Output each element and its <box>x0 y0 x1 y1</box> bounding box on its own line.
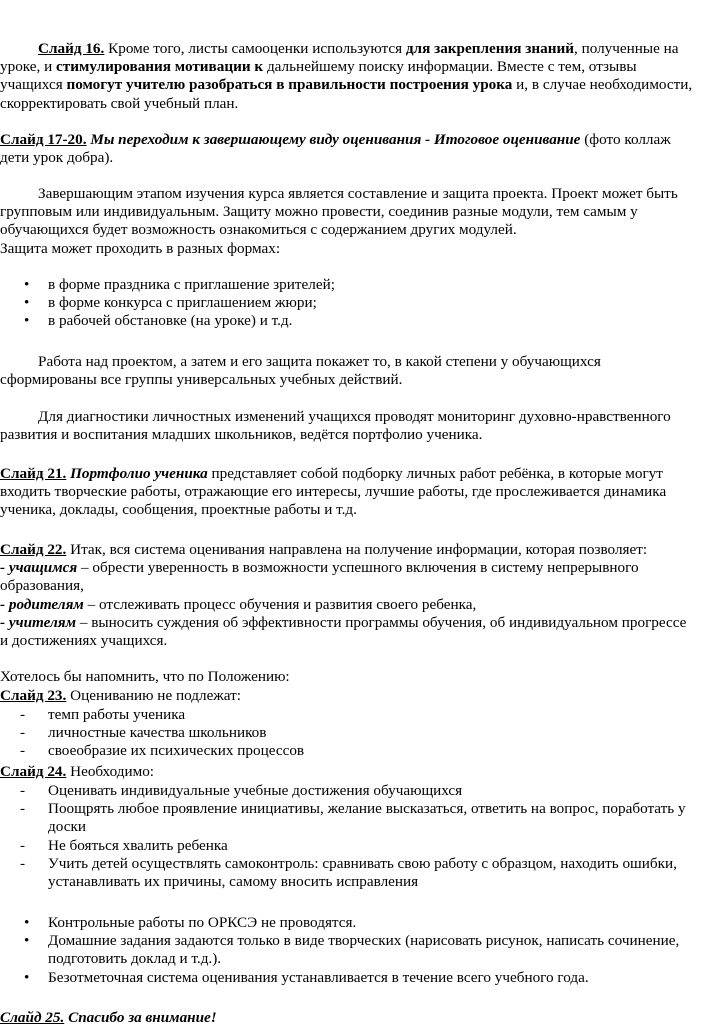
list-item <box>0 800 696 836</box>
list-item-text: Оценивать индивидуальные учебные достижения обучающихся <box>48 782 463 799</box>
dash-icon: - <box>20 706 26 723</box>
text-run: дальнейшему поиску информации. Вместе с тем, отзывы учащихся <box>0 58 637 94</box>
list-item <box>0 837 696 855</box>
slide-21-label: Слайд 21. <box>0 465 67 482</box>
slide-23-heading <box>0 687 696 705</box>
list-item <box>0 724 696 742</box>
list-item-text: Безотметочная система оценивания устанавливается в течение всего учебного года. <box>48 968 589 986</box>
bullet-icon: • <box>24 312 30 330</box>
dash-icon: - <box>20 854 26 872</box>
portfolio-title: Портфолио ученика <box>70 465 208 482</box>
slide-16-paragraph <box>0 40 696 113</box>
list-item <box>0 294 696 312</box>
slide-24-heading <box>0 763 696 781</box>
bold-run: помогут учителю разобраться в правильности построения урока <box>66 76 513 94</box>
text-run: и, в случае необходимости, скорректировать свой учебный план. <box>0 76 693 112</box>
text-run: – отслеживать процесс обучения и развития своего ребенка, <box>83 595 477 613</box>
list-item-text: Учить детей осуществлять самоконтроль: сравнивать свою работу с образцом, находить ошибки, устанавливать их причины, самому вносить исправления <box>48 854 677 891</box>
list-item <box>0 742 696 760</box>
forms-intro: Защита может проходить в разных формах: <box>0 240 281 257</box>
required-list <box>0 782 696 891</box>
list-item-text: Домашние задания задаются только в виде творческих (нарисовать рисунок, написать сочинение, подготовить доклад и т.д.). <box>48 932 680 968</box>
slide-21-paragraph <box>0 465 696 520</box>
slide-25-label: Слайд 25. <box>0 1009 65 1026</box>
list-item-text: личностные качества школьников <box>48 724 267 742</box>
text-run: – обрести уверенность в возможности успешного включения в систему непрерывного образования, <box>0 559 639 595</box>
slide-23-label: Слайд 23. <box>0 687 67 704</box>
list-item-text: своеобразие их психических процессов <box>48 742 305 760</box>
bullet-icon: • <box>24 276 30 293</box>
text-run: , полученные на уроке, и <box>0 40 679 76</box>
text-run: Кроме того, листы самооценки используются <box>104 40 406 57</box>
list-item-text: в форме праздника с приглашение зрителей; <box>48 276 335 293</box>
text-run: Итак, вся система оценивания направлена на получение информации, которая позволяет: <box>66 541 648 558</box>
bold-run: для закрепления знаний <box>405 40 574 57</box>
bullet-icon: • <box>24 914 30 931</box>
list-item-text: Не бояться хвалить ребенка <box>48 836 228 854</box>
list-item-text: Поощрять любое проявление инициативы, желание высказаться, ответить на вопрос, поработать у доски <box>48 800 686 836</box>
slide-25-paragraph <box>0 1009 696 1027</box>
slide-22-paragraph <box>0 541 696 650</box>
bold-run: стимулирования мотивации к <box>56 58 264 76</box>
list-item <box>0 969 696 987</box>
bullet-icon: • <box>24 932 30 950</box>
list-item-text: Контрольные работы по ОРКСЭ не проводятся. <box>48 914 357 931</box>
text-run: представляет собой подборку личных работ ребёнка, в которые могут входить творческие работы, отражающие его интересы, лучшие работы, где прослеживается динамика ученика, доклады, сообщения, проектные работы и т.д. <box>0 465 667 519</box>
project-result-paragraph: Работа над проектом, а затем и его защита покажет то, в какой степени у обучающихся сформированы все группы универсальных учебных действий. <box>0 353 601 389</box>
slide-16-label: Слайд 16. <box>38 40 105 57</box>
forms-list <box>0 276 696 331</box>
thanks-text: Спасибо за внимание! <box>68 1009 217 1026</box>
slide-22-label: Слайд 22. <box>0 541 67 558</box>
slide-24-label: Слайд 24. <box>0 763 67 780</box>
list-item <box>0 932 696 968</box>
project-paragraph: Завершающим этапом изучения курса является составление и защита проекта. Проект может быть групповым или индивидуальным. Защиту можно провести, соединив разные модули, тем самым у обучающихся будет возможность ознакомиться с содержанием других модулей. <box>0 185 678 239</box>
dash-icon: - <box>20 782 26 799</box>
list-item <box>0 276 696 294</box>
dash-icon: - <box>20 836 26 854</box>
bullet-icon: • <box>24 968 30 986</box>
slide-17-20-paragraph <box>0 131 696 167</box>
list-item <box>0 312 696 330</box>
list-item <box>0 855 696 891</box>
rules-list <box>0 914 696 987</box>
dash-icon: - <box>20 724 26 742</box>
dash-icon: - <box>20 742 26 760</box>
text-run: Необходимо: <box>66 763 155 780</box>
list-item <box>0 914 696 932</box>
parents-label: - родителям <box>0 595 84 613</box>
slide-17-20-label: Слайд 17-20. <box>0 131 87 148</box>
diagnostics-paragraph: Для диагностики личностных изменений учащихся проводят мониторинг духовно-нравственного развития и воспитания младших школьников, ведётся портфолио ученика. <box>0 408 671 444</box>
list-item <box>0 706 696 724</box>
list-item <box>0 782 696 800</box>
not-assessed-list <box>0 706 696 761</box>
bullet-icon: • <box>24 294 30 312</box>
final-assessment-title: Мы переходим к завершающему виду оценивания - Итоговое оценивание <box>90 131 581 148</box>
list-item-text: в рабочей обстановке (на уроке) и т.д. <box>48 312 293 330</box>
students-label: - учащимся <box>0 559 78 577</box>
teachers-label: - учителям <box>0 613 77 631</box>
list-item-text: в форме конкурса с приглашением жюри; <box>48 294 317 312</box>
text-run: (фото коллаж дети урок добра). <box>0 131 671 167</box>
text-run: – выносить суждения об эффективности программы обучения, об индивидуальном прогрессе и достижениях учащихся. <box>0 613 687 650</box>
text-run: Оцениванию не подлежат: <box>66 687 242 704</box>
dash-icon: - <box>20 800 26 818</box>
reminder-line: Хотелось бы напомнить, что по Положению: <box>0 668 290 685</box>
list-item-text: темп работы ученика <box>48 706 186 723</box>
